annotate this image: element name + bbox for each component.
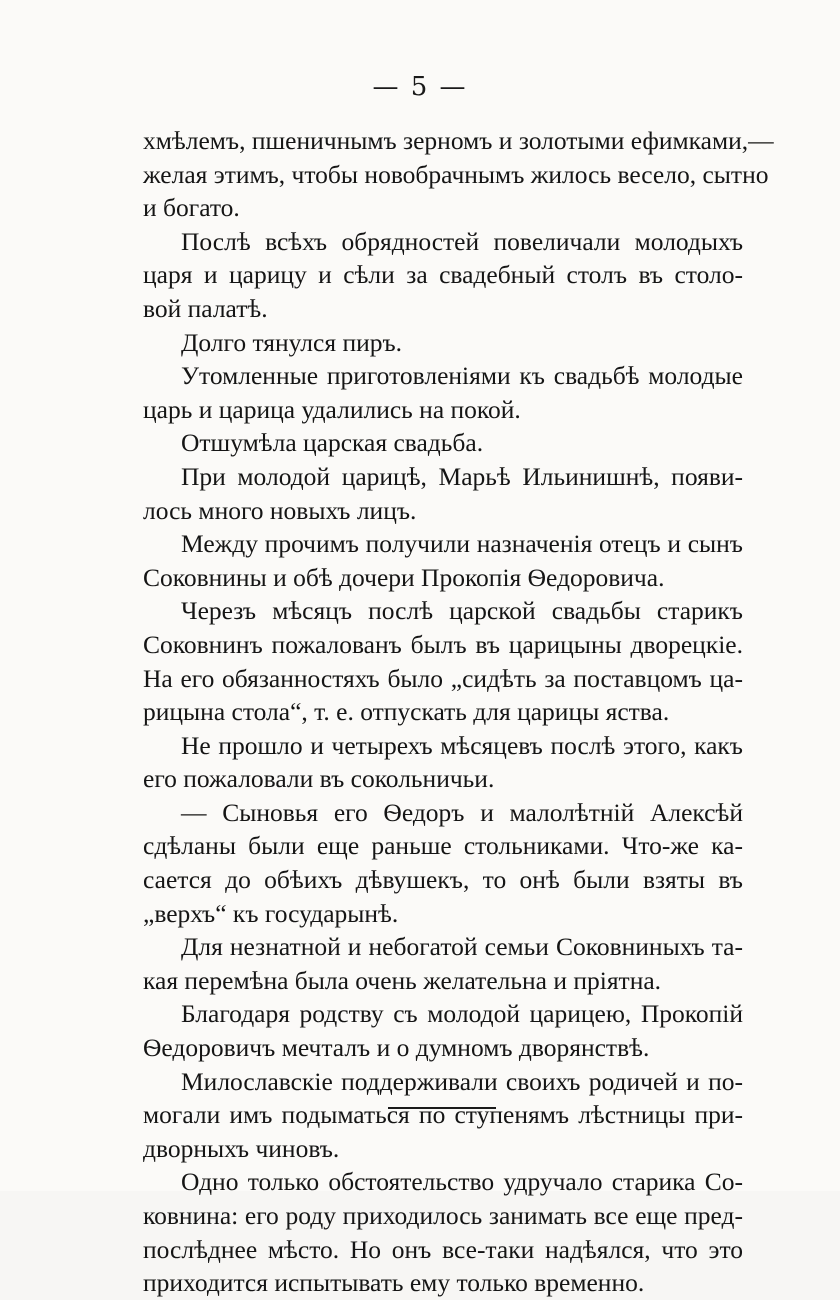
text-line: вой палатѣ. xyxy=(143,293,268,323)
text-line: дворныхъ чиновъ. xyxy=(143,1133,340,1163)
text-line: и богато. xyxy=(143,193,240,223)
text-line: Благодаря родству съ молодой царицею, Прокопій xyxy=(181,999,743,1029)
text-line: — Сыновья его Ѳедоръ и малолѣтній Алексѣй xyxy=(181,797,743,827)
body-text xyxy=(143,124,774,1300)
text-line: Ѳедоровичъ мечталъ и о думномъ дворянствѣ. xyxy=(143,1033,650,1063)
text-line: желая этимъ, чтобы новобрачнымъ жилось весело, сытно xyxy=(143,159,769,189)
text-line: царь и царица удалились на покой. xyxy=(143,394,521,424)
text-line: Милославскіе поддерживали своихъ родичей и по- xyxy=(181,1066,743,1096)
text-line: царя и царицу и сѣли за свадебный столъ въ столо- xyxy=(143,260,743,290)
text-line: сается до обѣихъ дѣвушекъ, то онѣ были взяты въ xyxy=(143,865,743,895)
text-line: Черезъ мѣсяцъ послѣ царской свадьбы старикъ xyxy=(181,596,743,626)
text-line: При молодой царицѣ, Марьѣ Ильинишнѣ, появи- xyxy=(181,461,743,491)
text-line: Отшумѣла царская свадьба. xyxy=(181,428,484,458)
text-line: Утомленные приготовленіями къ свадьбѣ молодые xyxy=(181,361,743,391)
text-line: могали имъ подыматься по ступенямъ лѣстницы при- xyxy=(143,1100,743,1130)
text-line: рицына стола“, т. е. отпускать для царицы яства. xyxy=(143,697,670,727)
text-line: сдѣланы были еще раньше стольниками. Что-же ка- xyxy=(143,831,743,861)
text-line: приходится испытывать ему только временно. xyxy=(143,1268,645,1298)
text-line: Соковнинъ пожалованъ былъ въ царицыны дворецкіе. xyxy=(143,629,743,659)
text-line: Для незнатной и небогатой семьи Соковниныхъ та- xyxy=(181,932,743,962)
text-line: Одно только обстоятельство удручало старика Со- xyxy=(181,1167,743,1197)
text-line: хмѣлемъ, пшеничнымъ зерномъ и золотыми ефимками,— xyxy=(143,126,774,155)
text-line: Между прочимъ получили назначенія отецъ и сынъ xyxy=(181,529,743,559)
section-end-rule xyxy=(388,1107,496,1109)
text-line: На его обязанностяхъ было „сидѣть за поставцомъ ца- xyxy=(143,663,743,693)
text-line: Долго тянулся пиръ. xyxy=(181,327,403,357)
text-line: лось много новыхъ лицъ. xyxy=(143,495,417,525)
text-line: кая перемѣна была очень желательна и пріятна. xyxy=(143,965,662,995)
text-line: Соковнины и обѣ дочери Прокопія Ѳедоровича. xyxy=(143,562,665,592)
text-line: ковнина: его роду приходилось занимать все еще пред- xyxy=(143,1201,743,1230)
text-line: его пожаловали въ сокольничьи. xyxy=(143,764,495,794)
text-line: „верхъ“ къ государынѣ. xyxy=(143,898,399,928)
page-number: — 5 — xyxy=(372,72,468,102)
text-line: Не прошло и четырехъ мѣсяцевъ послѣ этого, какъ xyxy=(181,730,743,760)
text-line: послѣднее мѣсто. Но онъ все-таки надѣялся, что это xyxy=(143,1234,743,1264)
text-line: Послѣ всѣхъ обрядностей повеличали молодыхъ xyxy=(181,226,743,256)
